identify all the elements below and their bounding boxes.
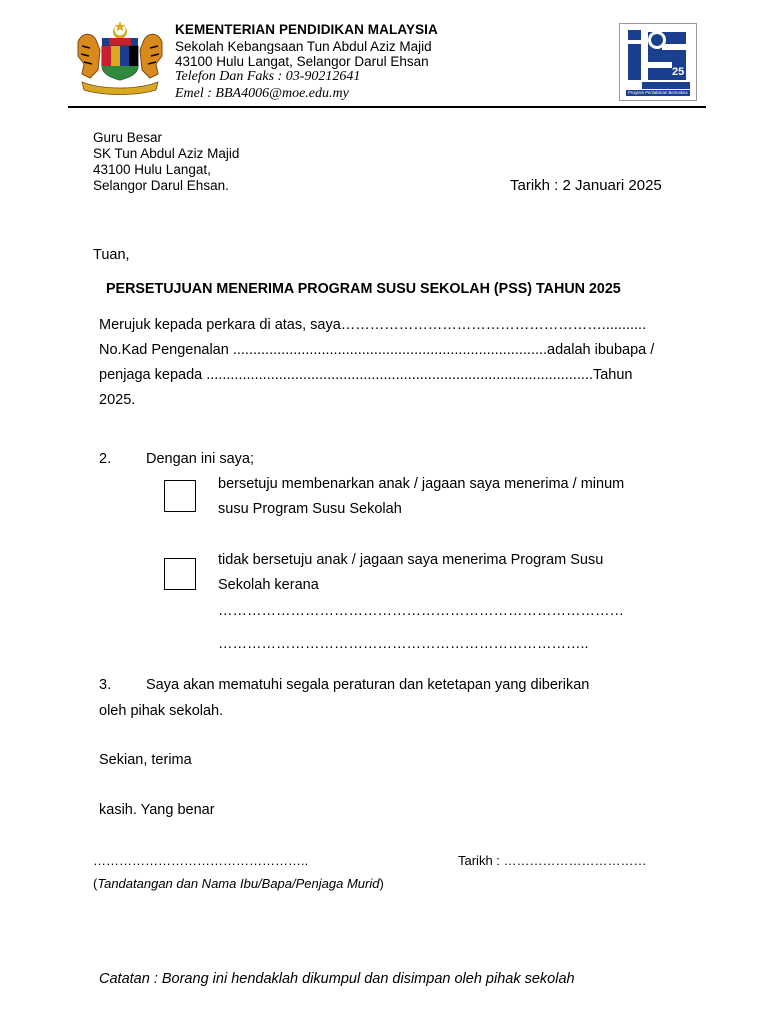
recipient-line: 43100 Hulu Langat,: [93, 162, 211, 177]
closing-text: kasih. Yang benar: [99, 802, 215, 818]
para1-line: No.Kad Pengenalan ..............................................................................adalah ibubapa /: [99, 342, 655, 358]
para3-number: 3.: [99, 677, 112, 693]
logo-caption: Program Pentaksiran Bermakna: [628, 90, 688, 95]
recipient-line: SK Tun Abdul Aziz Majid: [93, 146, 240, 161]
para3-text: oleh pihak sekolah.: [99, 703, 224, 719]
signature-dotted-line[interactable]: …………………………………………..: [93, 853, 309, 868]
caption-paren-open: (: [93, 876, 98, 891]
ministry-name: KEMENTERIAN PENDIDIKAN MALAYSIA: [175, 22, 438, 37]
option-agree-text: susu Program Susu Sekolah: [218, 501, 402, 517]
signature-date-field[interactable]: Tarikh : ……………………………: [458, 853, 647, 868]
recipient-line: Selangor Darul Ehsan.: [93, 178, 229, 193]
school-email: Emel : BBA4006@moe.edu.my: [175, 86, 349, 101]
para2-number: 2.: [99, 451, 112, 467]
reason-dotted-line[interactable]: …………………………………………………………………..: [218, 636, 589, 652]
agree-checkbox[interactable]: [164, 480, 196, 512]
malaysia-coat-of-arms-logo: [72, 20, 168, 96]
closing-text: Sekian, terima: [99, 752, 192, 768]
footer-note: Catatan : Borang ini hendaklah dikumpul dan disimpan oleh pihak sekolah: [99, 971, 575, 987]
para2-lead: Dengan ini saya;: [146, 451, 255, 467]
letter-title: PERSETUJUAN MENERIMA PROGRAM SUSU SEKOLAH (PSS) TAHUN 2025: [106, 281, 621, 297]
option-disagree-text: Sekolah kerana: [218, 577, 319, 593]
para1-line: penjaga kepada ................................................................................................Tahun: [99, 367, 633, 383]
reason-dotted-line[interactable]: …………………………………………………………………………: [218, 603, 624, 619]
school-name: Sekolah Kebangsaan Tun Abdul Aziz Majid: [175, 39, 432, 54]
option-agree-text: bersetuju membenarkan anak / jagaan saya menerima / minum: [218, 476, 625, 492]
option-disagree-text: tidak bersetuju anak / jagaan saya menerima Program Susu: [218, 552, 604, 568]
letter-date: Tarikh : 2 Januari 2025: [510, 177, 662, 194]
logo-year: 25: [672, 66, 685, 78]
recipient-line: Guru Besar: [93, 130, 163, 145]
school-phone: Telefon Dan Faks : 03-90212641: [175, 69, 361, 84]
caption-paren-close: ): [379, 876, 384, 891]
para3-text: Saya akan mematuhi segala peraturan dan ketetapan yang diberikan: [146, 677, 590, 693]
signature-caption: [93, 876, 384, 891]
caption-text: Tandatangan dan Nama Ibu/Bapa/Penjaga Murid: [97, 876, 380, 891]
school-address: 43100 Hulu Langat, Selangor Darul Ehsan: [175, 54, 429, 69]
salutation: Tuan,: [93, 247, 130, 263]
disagree-checkbox[interactable]: [164, 558, 196, 590]
para1-line: 2025.: [99, 392, 136, 408]
letterhead-divider: [68, 106, 706, 108]
para1-line: Merujuk kepada perkara di atas, saya………………………………………………...........: [99, 317, 647, 333]
program-logo: [619, 23, 697, 101]
